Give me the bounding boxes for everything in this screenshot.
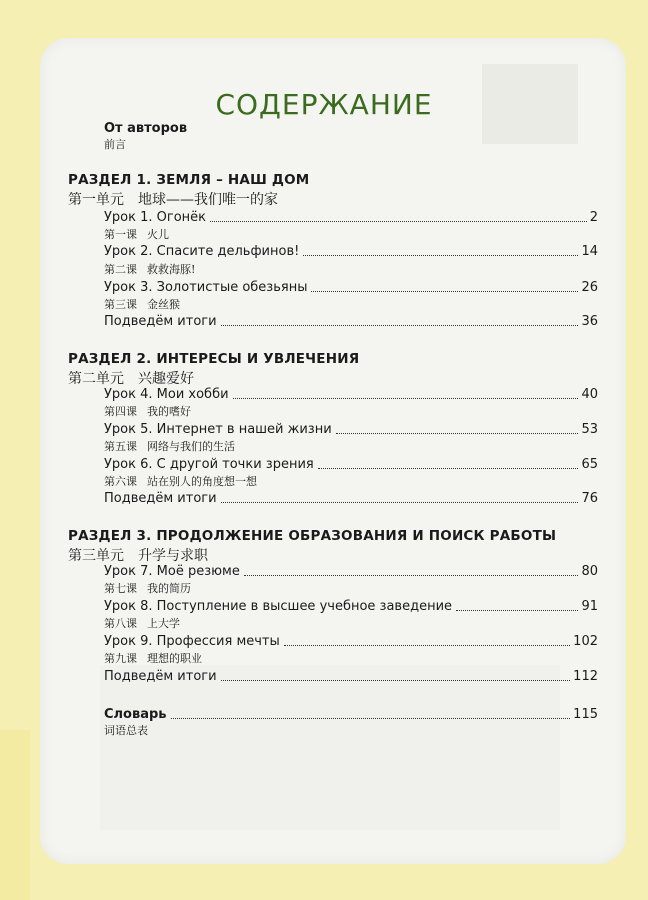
lesson-cn	[104, 406, 191, 417]
toc-entry[interactable]	[104, 668, 598, 684]
unit-title-cn: 第二单元 兴趣爱好	[68, 371, 194, 387]
entry-title: Подведём итоги	[104, 669, 217, 684]
entry-title: Урок 5. Интернет в нашей жизни	[104, 422, 332, 437]
lesson-title-cn: 上大学	[147, 617, 180, 630]
lesson-cn	[104, 618, 180, 629]
toc-entry[interactable]	[104, 490, 598, 506]
lesson-cn	[104, 264, 195, 275]
entry-title: Подведём итоги	[104, 314, 217, 329]
entry-page: 26	[581, 280, 598, 295]
toc-entry[interactable]	[104, 456, 598, 472]
entry-page: 40	[581, 387, 598, 402]
entry-page: 112	[573, 669, 598, 684]
lesson-title-cn: 站在别人的角度想一想	[147, 475, 257, 488]
leader-dots	[244, 575, 579, 576]
preface-cn: 前言	[104, 138, 126, 151]
leader-dots	[311, 291, 578, 292]
entry-title: Урок 8. Поступление в высшее учебное заведение	[104, 599, 453, 614]
entry-page: 36	[581, 314, 598, 329]
toc-entry[interactable]	[104, 243, 598, 259]
glossary-cn: 词语总表	[104, 724, 148, 737]
leader-dots	[171, 718, 571, 719]
lesson-title-cn: 火儿	[147, 228, 169, 241]
leader-dots	[221, 325, 579, 326]
lesson-number-cn: 第八课	[104, 617, 137, 630]
lesson-title-cn: 网络与我们的生活	[147, 440, 235, 453]
toc-entry[interactable]	[104, 563, 598, 579]
lesson-number-cn: 第三课	[104, 298, 137, 311]
lesson-cn	[104, 441, 235, 452]
lesson-cn	[104, 653, 202, 664]
entry-page: 80	[581, 564, 598, 579]
toc-entry[interactable]	[104, 279, 598, 295]
entry-title: Урок 2. Спасите дельфинов!	[104, 244, 300, 259]
entry-title: Урок 7. Моё резюме	[104, 564, 240, 579]
toc-entry[interactable]	[104, 633, 598, 649]
lesson-title-cn: 我的简历	[147, 582, 191, 595]
lesson-cn	[104, 229, 169, 240]
lesson-number-cn: 第五课	[104, 440, 137, 453]
lesson-title-cn: 理想的职业	[147, 652, 202, 665]
lesson-number-cn: 第四课	[104, 405, 137, 418]
lesson-number-cn: 第二课	[104, 263, 137, 276]
entry-page: 65	[581, 457, 598, 472]
lesson-number-cn: 第一课	[104, 228, 137, 241]
lesson-title-cn: 救救海豚!	[147, 263, 196, 276]
leader-dots	[210, 221, 587, 222]
lesson-number-cn: 第九课	[104, 652, 137, 665]
preface-ru: От авторов	[104, 121, 188, 136]
entry-page: 14	[581, 244, 598, 259]
toc-entry[interactable]	[104, 598, 598, 614]
toc-entry[interactable]	[104, 421, 598, 437]
entry-title: Урок 1. Огонёк	[104, 210, 207, 225]
entry-title: Урок 3. Золотистые обезьяны	[104, 280, 308, 295]
section-title: РАЗДЕЛ 1. ЗЕМЛЯ – НАШ ДОМ	[68, 172, 310, 188]
page-edge-strip	[0, 730, 30, 900]
lesson-cn	[104, 583, 191, 594]
lesson-cn	[104, 299, 180, 310]
section-title: РАЗДЕЛ 2. ИНТЕРЕСЫ И УВЛЕЧЕНИЯ	[68, 351, 360, 367]
entry-page: 2	[589, 210, 598, 225]
entry-page: 91	[581, 599, 598, 614]
leader-dots	[336, 433, 579, 434]
toc-entry[interactable]	[104, 209, 598, 225]
entry-page: 102	[573, 634, 598, 649]
glossary-page: 115	[573, 707, 598, 722]
glossary-entry[interactable]	[104, 706, 598, 722]
lesson-number-cn: 第七课	[104, 582, 137, 595]
entry-page: 76	[581, 491, 598, 506]
unit-title-cn: 第一单元 地球——我们唯一的家	[68, 192, 278, 208]
unit-title-cn: 第三单元 升学与求职	[68, 548, 208, 564]
entry-title: Урок 4. Мои хобби	[104, 387, 229, 402]
leader-dots	[318, 468, 579, 469]
leader-dots	[221, 680, 571, 681]
section-title: РАЗДЕЛ 3. ПРОДОЛЖЕНИЕ ОБРАЗОВАНИЯ И ПОИСК РАБОТЫ	[68, 528, 557, 544]
entry-title: Урок 6. С другой точки зрения	[104, 457, 314, 472]
leader-dots	[284, 645, 570, 646]
leader-dots	[456, 610, 578, 611]
entry-title: Урок 9. Профессия мечты	[104, 634, 280, 649]
lesson-number-cn: 第六课	[104, 475, 137, 488]
lesson-cn	[104, 476, 257, 487]
bleed-through-image	[100, 665, 560, 830]
leader-dots	[221, 502, 579, 503]
lesson-title-cn: 我的嗜好	[147, 405, 191, 418]
leader-dots	[233, 398, 579, 399]
lesson-title-cn: 金丝猴	[147, 298, 180, 311]
toc-entry[interactable]	[104, 313, 598, 329]
toc-entry[interactable]	[104, 386, 598, 402]
page-title: СОДЕРЖАНИЕ	[215, 88, 433, 121]
glossary-title: Словарь	[104, 707, 167, 722]
leader-dots	[303, 255, 578, 256]
entry-page: 53	[581, 422, 598, 437]
entry-title: Подведём итоги	[104, 491, 217, 506]
